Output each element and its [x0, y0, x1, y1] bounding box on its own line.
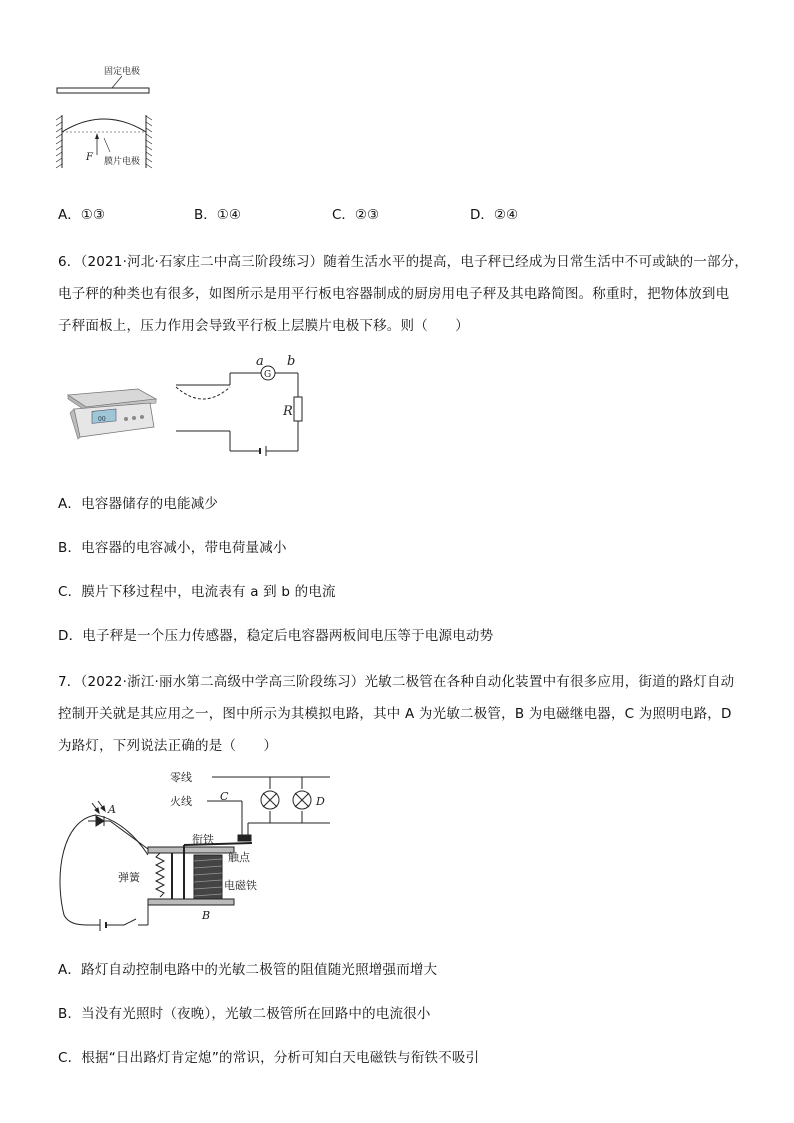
live-line-label: 火线	[170, 795, 192, 808]
neutral-line-label: 零线	[170, 771, 192, 784]
lamp-d-label: D	[316, 795, 325, 808]
fixed-electrode	[57, 88, 149, 93]
electromagnet-label: 电磁铁	[224, 879, 257, 892]
q6-option-c[interactable]: C．膜片下移过程中，电流表有 a 到 b 的电流	[58, 584, 336, 600]
force-label: F	[86, 152, 93, 163]
resistor-label: R	[283, 404, 293, 419]
film-electrode-label: 膜片电极	[104, 157, 141, 167]
scale-display: 00	[98, 416, 106, 423]
q5-option-d[interactable]: D．②④	[470, 207, 519, 223]
q7-stem-line-3: 为路灯，下列说法正确的是（ ）	[58, 738, 278, 754]
q6-stem-line-2: 电子秤的种类也有很多，如图所示是用平行板电容器制成的厨房用电子秤及其电路简图。称重时，把物体放到电	[58, 286, 730, 302]
film-electrode	[62, 119, 146, 132]
q5-option-b[interactable]: B．①④	[194, 207, 241, 223]
q7-option-a[interactable]: A．路灯自动控制电路中的光敏二极管的阻值随光照增强而增大	[58, 962, 438, 978]
q6-stem-line-3: 子秤面板上，压力作用会导致平行板上层膜片电极下移。则（ ）	[58, 318, 469, 334]
contact-label: 触点	[228, 851, 250, 864]
q5-option-c[interactable]: C．②③	[332, 207, 380, 223]
q7-stem-line-2: 控制开关就是其应用之一，图中所示为其模拟电路，其中 A 为光敏二极管，B 为电磁继电器，C 为照明电路，D	[58, 706, 732, 722]
q6-option-d[interactable]: D．电子秤是一个压力传感器，稳定后电容器两板间电压等于电源电动势	[58, 628, 494, 644]
galvanometer-label: G	[264, 370, 272, 380]
q6-option-a[interactable]: A．电容器储存的电能减少	[58, 496, 219, 512]
q7-option-b[interactable]: B．当没有光照时（夜晚），光敏二极管所在回路中的电流很小	[58, 1006, 431, 1022]
circuit-c-label: C	[220, 790, 229, 803]
q5-option-a[interactable]: A．①③	[58, 207, 105, 223]
armature-label: 衔铁	[192, 833, 214, 846]
relay-b-label: B	[202, 909, 211, 922]
figure-capacitor-electrodes	[52, 60, 172, 175]
terminal-a-label: a	[256, 355, 264, 369]
spring-label: 弹簧	[118, 871, 140, 884]
figure-streetlight-circuit	[52, 765, 337, 935]
q7-stem-line-1: 7．（2022·浙江·丽水第二高级中学高三阶段练习）光敏二极管在各种自动化装置中有很多应用，街道的路灯自动	[58, 674, 735, 690]
q6-option-b[interactable]: B．电容器的电容减小，带电荷量减小	[58, 540, 287, 556]
scale-illustration	[68, 389, 156, 439]
photodiode-a-label: A	[108, 803, 116, 816]
q7-option-c[interactable]: C．根据“日出路灯肯定熄”的常识，分析可知白天电磁铁与衔铁不吸引	[58, 1050, 480, 1066]
terminal-b-label: b	[287, 355, 296, 369]
figure-electronic-scale	[58, 355, 313, 460]
q6-stem-line-1: 6．（2021·河北·石家庄二中高三阶段练习）随着生活水平的提高，电子秤已经成为日常生活中不可或缺的一部分，	[58, 254, 749, 270]
fixed-electrode-label: 固定电极	[104, 67, 141, 77]
